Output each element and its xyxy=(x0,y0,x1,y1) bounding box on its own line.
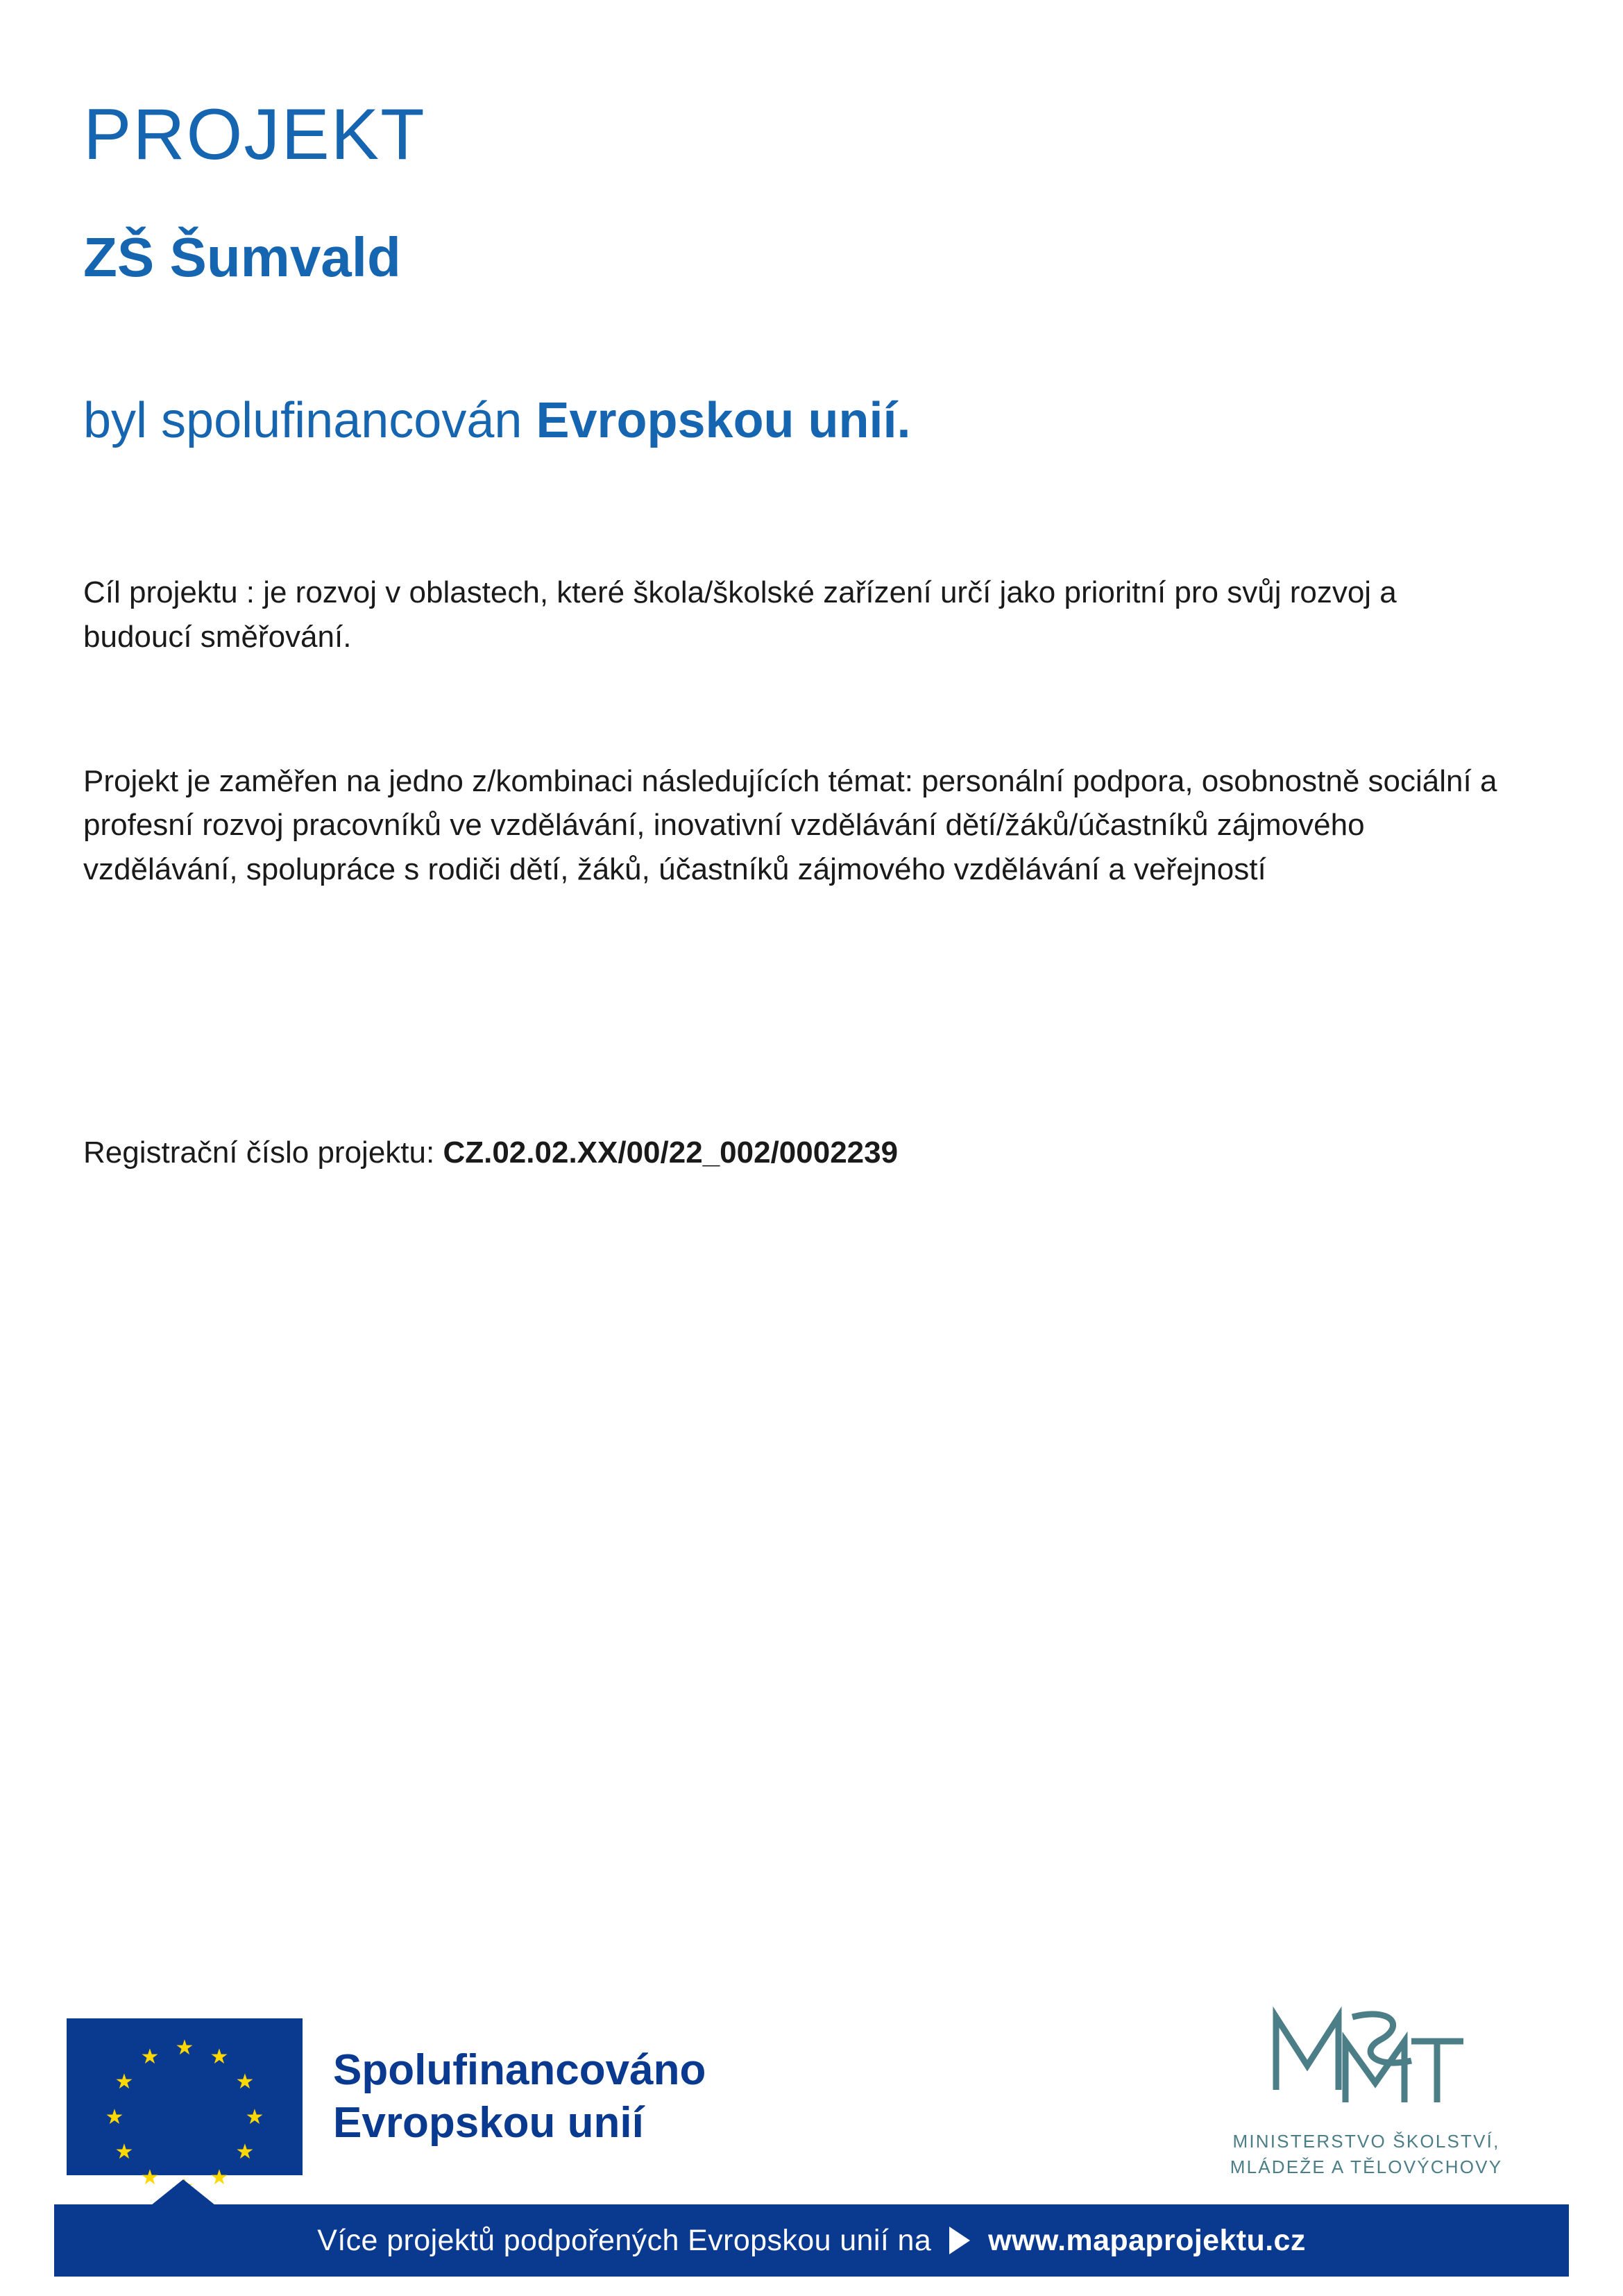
eu-cofunding-logo xyxy=(67,2018,706,2198)
eu-logo-caption xyxy=(333,2044,706,2149)
msmt-monogram-icon xyxy=(1186,2000,1547,2118)
page-title: ZŠ Šumvald xyxy=(83,226,401,289)
bar-lead-text: Více projektů podpořených Evropskou unií na xyxy=(317,2223,932,2257)
msmt-caption-line1: MINISTERSTVO ŠKOLSTVÍ, xyxy=(1232,2131,1500,2152)
bar-notch-decoration xyxy=(151,2179,215,2205)
cofinanced-statement xyxy=(83,288,1540,450)
registration-number: CZ.02.02.XX/00/22_002/0002239 xyxy=(443,1135,899,1170)
eu-logo-caption-line2: Evropskou unií xyxy=(333,2099,644,2147)
cofinanced-strong: Evropskou unií. xyxy=(536,393,911,449)
msmt-caption-line2: MLÁDEŽE A TĚLOVÝCHOVY xyxy=(1230,2156,1503,2177)
cofinanced-prefix: byl spolufinancován xyxy=(83,393,536,449)
eu-logo-caption-line1: Spolufinancováno xyxy=(333,2046,706,2095)
msmt-logo-caption xyxy=(1186,2129,1547,2179)
project-focus-text: Projekt je zaměřen na jedno z/kombinaci následujících témat: personální podpora, osobnostně sociální a profesní rozvoj pracovníků ve vzdělávání, inovativní vzdělávání dětí/žáků/účastníků zájmového vzdělávání, spolupráce s rodiči dětí, žáků, účastníků zájmového vzdělávání a veřejností xyxy=(83,763,1497,887)
msmt-logo xyxy=(1186,2000,1547,2179)
registration-label: Registrační číslo projektu: xyxy=(83,1135,443,1170)
mapaprojektu-url[interactable]: www.mapaprojektu.cz xyxy=(988,2223,1306,2257)
more-projects-bar xyxy=(54,2204,1569,2277)
registration-line xyxy=(83,922,1513,1175)
bar-content xyxy=(317,2223,1306,2257)
arrow-right-icon xyxy=(949,2227,970,2254)
footer-logos xyxy=(0,1971,1623,2198)
page-kicker: PROJEKT xyxy=(83,94,426,175)
project-goal-text: Cíl projektu : je rozvoj v oblastech, které škola/školské zařízení určí jako prioritní pro svůj rozvoj a budoucí směřování. xyxy=(83,575,1397,654)
eu-flag-icon: ★ ★ ★ ★ ★ ★ ★ ★ ★ ★ ★ ★ xyxy=(67,2018,303,2175)
